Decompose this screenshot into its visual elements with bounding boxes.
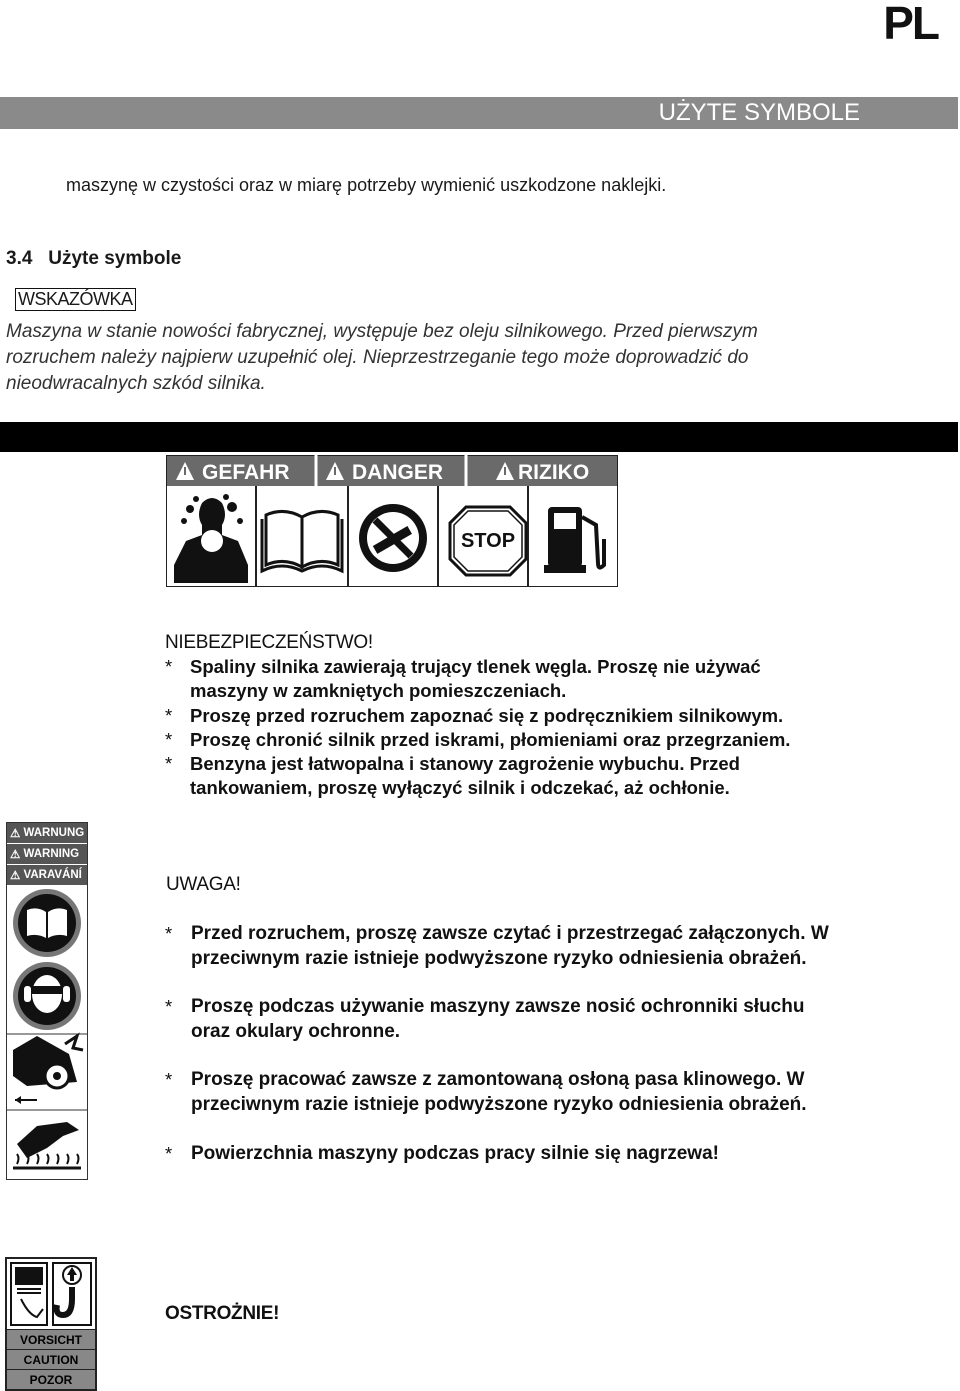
hand-crush-icon	[11, 1263, 47, 1325]
caution-label-caution: CAUTION	[7, 1349, 95, 1369]
warning-label-text: WARNUNG	[23, 827, 85, 839]
section-title: Użyte symbole	[48, 248, 182, 269]
warning-item-line: Powierzchnia maszyny podczas pracy silnie się nagrzewa!	[191, 1143, 719, 1164]
note-line: rozruchem należy najpierw uzupełnić olej. Nieprzestrzeganie tego może doprowadzić do	[6, 347, 749, 368]
divider-bar	[0, 422, 958, 452]
warning-label-text: VARAVÁNÍ	[23, 869, 82, 881]
danger-item-line: maszyny w zamkniętych pomieszczeniach.	[190, 680, 567, 701]
danger-heading: NIEBEZPIECZEŃSTWO!	[165, 632, 373, 653]
bullet-symbol: *	[165, 996, 173, 1017]
danger-label-gefahr: GEFAHR	[202, 461, 290, 484]
warning-item-line: oraz okulary ochronne.	[191, 1021, 401, 1042]
warning-item-line: Proszę podczas używanie maszyny zawsze nosić ochronniki słuchu	[191, 996, 805, 1017]
warning-label-text: WARNING	[23, 848, 80, 860]
page-title: UŻYTE SYMBOLE	[658, 99, 860, 126]
section-heading	[6, 248, 181, 270]
no-smoking-icon	[359, 504, 427, 572]
bullet-symbol: *	[165, 1069, 173, 1090]
intro-text: maszynę w czystości oraz w miarę potrzeby wymienić uszkodzone naklejki.	[66, 175, 667, 195]
warning-label-warnung: ⚠ WARNUNG	[7, 823, 87, 844]
warning-item-line: przeciwnym razie istnieje podwyższone ryzyko odniesienia obrażeń.	[191, 1094, 807, 1115]
read-manual-icon	[13, 889, 81, 957]
section-number: 3.4	[6, 248, 33, 269]
danger-item-line: tankowaniem, proszę wyłączyć silnik i odczekać, aż ochłonie.	[190, 777, 730, 798]
hot-surface-icon	[13, 1122, 81, 1168]
warning-label-warning: ⚠ WARNING	[7, 844, 87, 865]
warning-item-line: Przed rozruchem, proszę zawsze czytać i przestrzegać załączonych. W	[191, 923, 829, 944]
note-line: Maszyna w stanie nowości fabrycznej, występuje bez oleju silnikowego. Przed pierwszym	[6, 321, 758, 342]
warning-item-line: przeciwnym razie istnieje podwyższone ryzyko odniesienia obrażeń.	[191, 948, 807, 969]
note-tag: WSKAZÓWKA	[15, 288, 136, 311]
bullet-symbol: *	[165, 1143, 173, 1164]
danger-item-line: Proszę chronić silnik przed iskrami, płomieniami oraz przegrzaniem.	[190, 729, 791, 750]
note-line: nieodwracalnych szkód silnika.	[6, 373, 266, 394]
belt-guard-icon	[13, 1036, 83, 1104]
page-language: PL	[883, 0, 938, 49]
lifting-hook-icon	[53, 1263, 91, 1325]
caution-pictogram-box	[5, 1257, 97, 1391]
caution-label-pozor: POZOR	[7, 1369, 95, 1389]
bullet-symbol: *	[165, 753, 173, 774]
danger-item-line: Benzyna jest łatwopalna i stanowy zagrożenie wybuchu. Przed	[190, 753, 740, 774]
bullet-symbol: *	[165, 656, 173, 677]
warning-label-varavani: ⚠ VARAVÁNÍ	[7, 865, 87, 886]
danger-item-line: Proszę przed rozruchem zapoznać się z podręcznikiem silnikowym.	[190, 705, 784, 726]
danger-label-danger: DANGER	[352, 461, 444, 484]
caution-label-vorsicht: VORSICHT	[7, 1329, 95, 1349]
stop-label: STOP	[460, 530, 516, 552]
bullet-symbol: *	[165, 705, 173, 726]
danger-item-line: Spaliny silnika zawierają trujący tlenek węgla. Proszę nie używać	[190, 656, 761, 677]
stop-engine-icon	[450, 507, 526, 575]
warning-item-line: Proszę pracować zawsze z zamontowaną osłoną pasa klinowego. W	[191, 1069, 805, 1090]
danger-label-riziko: RIZIKO	[518, 461, 590, 484]
warning-heading: UWAGA!	[166, 874, 241, 895]
warning-pictogram-strip	[6, 822, 88, 1180]
ear-eye-protection-icon	[13, 962, 81, 1030]
caution-heading: OSTROŻNIE!	[165, 1303, 280, 1324]
danger-pictogram-panel	[166, 455, 618, 587]
bullet-symbol: *	[165, 923, 173, 944]
bullet-symbol: *	[165, 729, 173, 750]
